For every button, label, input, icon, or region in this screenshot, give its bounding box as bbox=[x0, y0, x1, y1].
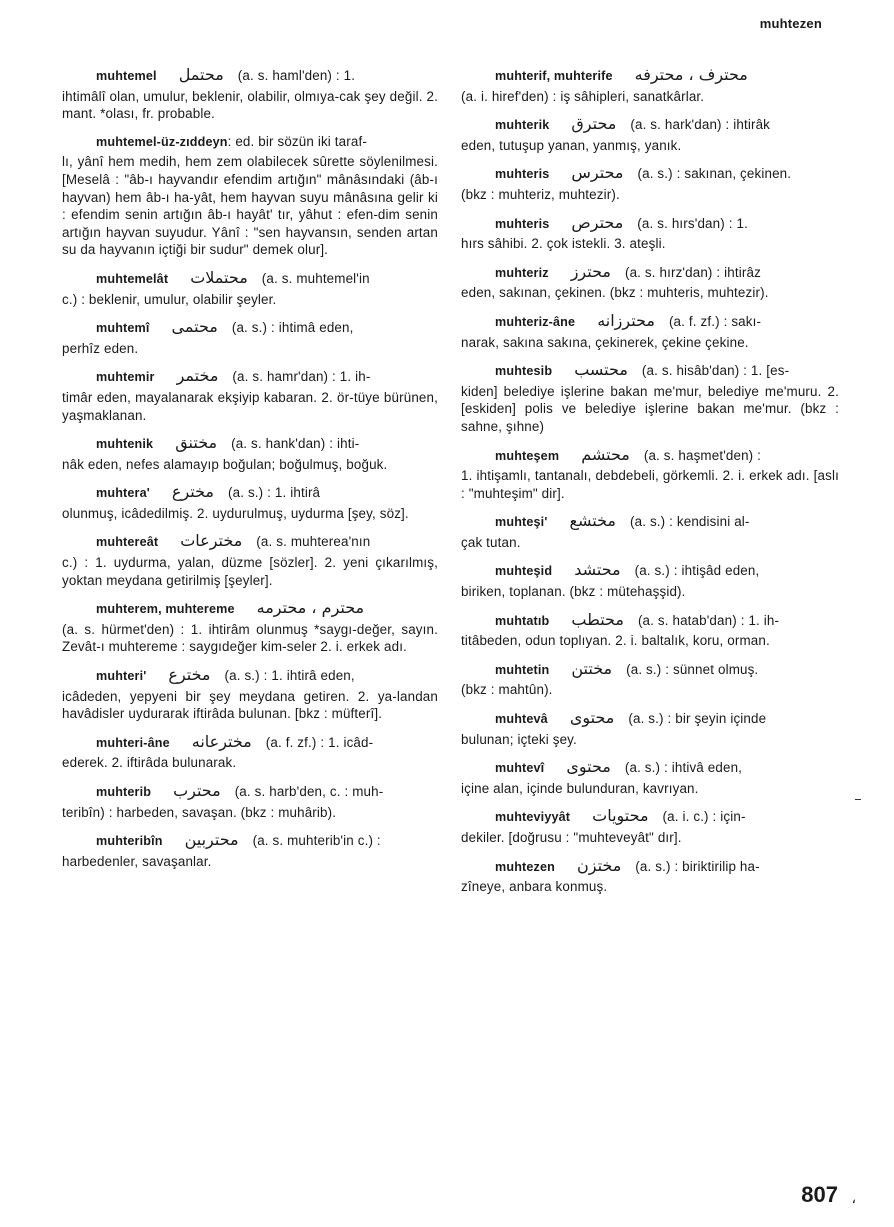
headword-line bbox=[461, 807, 839, 827]
grammar-note: (a. s. muhterea'nın bbox=[256, 534, 371, 550]
grammar-note: (a. s. muhterib'in c.) : bbox=[252, 833, 381, 849]
headword-line bbox=[461, 660, 839, 680]
headword: muhteviyyât bbox=[495, 810, 571, 825]
definition: zîneye, anbara konmuş. bbox=[461, 879, 608, 895]
arabic-script: مخترع bbox=[171, 482, 214, 502]
headword-line bbox=[461, 214, 839, 234]
grammar-note: (a. s. hark'dan) : ihtirâk bbox=[630, 117, 771, 133]
headword: muhteri-âne bbox=[96, 735, 170, 750]
arabic-script: محترز bbox=[570, 261, 611, 281]
definition: bulunan; içteki şey. bbox=[461, 731, 577, 747]
headword: muhtemel bbox=[96, 69, 157, 83]
headword-line bbox=[461, 512, 839, 532]
headword-line bbox=[62, 733, 438, 753]
dictionary-entry bbox=[461, 709, 839, 748]
arabic-script: محتمى bbox=[171, 317, 218, 337]
headword-line bbox=[62, 483, 438, 503]
headword: muhteris bbox=[495, 216, 550, 231]
dictionary-entry bbox=[461, 512, 839, 551]
grammar-note: (a. s.) : 1. ihtirâ bbox=[228, 485, 321, 501]
headword: muhtenik bbox=[96, 437, 154, 452]
arabic-script: مختتن bbox=[571, 658, 613, 678]
definition: çak tutan. bbox=[461, 534, 521, 550]
headword: muhtesib bbox=[495, 364, 553, 379]
definition: dekiler. [doğrusu : "muhteveyât" dır]. bbox=[461, 830, 682, 845]
page-mark: ، bbox=[851, 1190, 856, 1206]
dictionary-entry bbox=[461, 361, 839, 435]
headword: muhteriz bbox=[495, 265, 549, 280]
arabic-script: مختزن bbox=[576, 855, 622, 875]
headword: muhteris bbox=[495, 167, 550, 182]
grammar-note: (a. s. hamr'dan) : 1. ih- bbox=[232, 369, 371, 385]
headword: muhteşem bbox=[495, 448, 560, 463]
headword: muhterib bbox=[96, 785, 152, 799]
headword: muhtemir bbox=[96, 370, 155, 385]
dictionary-entry bbox=[461, 611, 839, 650]
headword: muhtatıb bbox=[495, 613, 550, 628]
dictionary-entry bbox=[62, 66, 438, 123]
grammar-note: (a. s. muhtemel'in bbox=[261, 270, 370, 286]
arabic-script: محتشم bbox=[581, 444, 630, 464]
grammar-note: (a. s.) : ihtimâ eden, bbox=[231, 320, 354, 336]
headword-line bbox=[62, 318, 438, 338]
running-head: muhtezen bbox=[759, 16, 822, 31]
dictionary-entry bbox=[461, 263, 839, 302]
headword: muhtera' bbox=[96, 486, 150, 501]
arabic-script: مختمر bbox=[176, 366, 219, 386]
dictionary-entry bbox=[62, 532, 438, 589]
dictionary-entry bbox=[461, 807, 839, 846]
dictionary-entry bbox=[461, 758, 839, 797]
headword: muhteri' bbox=[96, 669, 147, 684]
arabic-script: محترزانه bbox=[597, 310, 655, 330]
dictionary-entry bbox=[62, 733, 438, 772]
margin-mark bbox=[855, 799, 861, 800]
arabic-script: محتشد bbox=[574, 560, 621, 580]
definition: (bkz : mahtûn). bbox=[461, 682, 553, 698]
arabic-script: محترص bbox=[571, 212, 624, 232]
definition: (a. s. hürmet'den) : 1. ihtirâm olunmuş *saygı-değer, sayın. Zevât-ı muhtereme : saygıdeğer kim-seler 2. i. erkek adı. bbox=[62, 621, 438, 655]
headword-line bbox=[62, 599, 438, 619]
arabic-script: محترم ، محترمه bbox=[256, 598, 365, 618]
headword-line bbox=[461, 857, 839, 877]
headword-line bbox=[461, 361, 839, 381]
grammar-note: (a. s. harb'den, c. : muh- bbox=[234, 784, 384, 799]
arabic-script: محتمل bbox=[178, 65, 224, 84]
grammar-note: (a. s.) : 1. ihtirâ eden, bbox=[224, 668, 355, 684]
definition: biriken, toplanan. (bkz : mütehaşşid). bbox=[461, 584, 686, 600]
dictionary-entry bbox=[62, 367, 438, 424]
headword: muhtemî bbox=[96, 321, 150, 336]
headword-line bbox=[62, 831, 438, 851]
grammar-note: (a. f. zf.) : 1. icâd- bbox=[265, 734, 374, 750]
dictionary-entry bbox=[461, 857, 839, 896]
definition: hırs sâhibi. 2. çok istekli. 3. ateşli. bbox=[461, 236, 666, 252]
dictionary-entry bbox=[461, 660, 839, 699]
arabic-script: مخترعانه bbox=[191, 731, 252, 751]
definition: eden, sakınan, çekinen. (bkz : muhteris, muhtezir). bbox=[461, 285, 769, 301]
page-number: 807 bbox=[801, 1182, 838, 1207]
headword-line bbox=[62, 66, 438, 86]
headword-line bbox=[461, 66, 839, 86]
headword-line bbox=[461, 115, 839, 135]
headword-line bbox=[62, 434, 438, 454]
grammar-note: (a. f. zf.) : sakı- bbox=[668, 313, 762, 329]
headword-line bbox=[461, 758, 839, 778]
headword-line bbox=[62, 133, 438, 152]
headword-line bbox=[461, 263, 839, 283]
headword: muhterem, muhtereme bbox=[96, 602, 235, 617]
headword-line bbox=[62, 269, 438, 289]
definition: ihtimâlî olan, umulur, beklenir, olabilir, olmıya-cak şey değil. 2. mant. *olası, fr. probable. bbox=[62, 88, 438, 122]
grammar-note: (a. s. hisâb'dan) : 1. [es- bbox=[641, 363, 790, 379]
definition: olunmuş, icâdedilmiş. 2. uydurulmuş, uydurma [şey, söz]. bbox=[62, 505, 409, 521]
headword-line bbox=[62, 666, 438, 686]
dictionary-entry bbox=[461, 312, 839, 351]
grammar-note: (a. s.) : biriktirilip ha- bbox=[635, 858, 760, 874]
definition: içine alan, içinde bulunduran, kavrıyan. bbox=[461, 780, 699, 796]
definition: narak, sakına sakına, çekinerek, çekine çekine. bbox=[461, 334, 749, 350]
arabic-script: محترب bbox=[173, 781, 221, 800]
grammar-note: (a. s.) : bir şeyin içinde bbox=[628, 711, 767, 727]
headword-line bbox=[461, 446, 839, 466]
grammar-note: : ed. bir sözün iki taraf- bbox=[227, 133, 367, 149]
grammar-note: (a. s. haml'den) : 1. bbox=[237, 68, 356, 83]
arabic-script: مختشع bbox=[569, 511, 616, 531]
headword-line bbox=[62, 532, 438, 552]
definition: c.) : beklenir, umulur, olabilir şeyler. bbox=[62, 291, 277, 307]
dictionary-entry bbox=[62, 831, 438, 870]
headword: muhtemel-üz-zıddeyn bbox=[96, 134, 228, 149]
definition: (bkz : muhteriz, muhtezir). bbox=[461, 186, 620, 202]
headword: muhteşid bbox=[495, 564, 553, 579]
grammar-note: (a. s. hank'dan) : ihti- bbox=[231, 436, 360, 452]
headword-line bbox=[461, 164, 839, 184]
arabic-script: محتملات bbox=[190, 267, 248, 287]
headword-line bbox=[461, 312, 839, 332]
arabic-script: محتسب bbox=[574, 360, 628, 380]
arabic-script: محتوى bbox=[566, 757, 611, 777]
dictionary-entry bbox=[461, 214, 839, 253]
definition: 1. ihtişamlı, tantanalı, debdebeli, görkemli. 2. i. erkek adı. [aslı : "muhteşim" dir]. bbox=[461, 468, 839, 501]
arabic-script: مخترعات bbox=[180, 531, 243, 551]
dictionary-entry bbox=[62, 599, 438, 656]
headword-line bbox=[461, 709, 839, 729]
grammar-note: (a. s. hatab'dan) : 1. ih- bbox=[637, 612, 780, 628]
headword: muhteriz-âne bbox=[495, 314, 576, 329]
right-column bbox=[461, 66, 839, 906]
definition: lı, yânî hem medih, hem zem olabilecek sûrette söylenilmesi. [Meselâ : "âb-ı hayvandır efendim artığın" mânâsındaki (âb-ı hayvan) hem âb-ı ha-yât, hem hayvan suyu mânâsına gelir ki : efendim senin artığın âb-ı hayât' tır, yâhut : efen-dim senin artığın hayvan suyudur. Yânî : "sen hayvansın, senden artan su da hayvanın içtiği bir sudur" demek olur]. bbox=[62, 154, 438, 258]
dictionary-entry bbox=[461, 561, 839, 600]
grammar-note: (a. s.) : sünnet olmuş. bbox=[626, 661, 759, 677]
dictionary-entry bbox=[461, 66, 839, 105]
definition: icâdeden, yepyeni bir şey meydana getiren. 2. ya-landan havâdisler uydurarak iftirâda bulunan. [bkz : müfterî]. bbox=[62, 688, 438, 722]
headword: muhterik bbox=[495, 118, 550, 133]
headword: muhtetin bbox=[495, 662, 550, 677]
headword: muhtevâ bbox=[495, 712, 548, 727]
definition: ederek. 2. iftirâda bulunarak. bbox=[62, 755, 237, 771]
definition: kiden] belediye işlerine bakan me'mur, belediye me'muru. 2. [eskiden] polis ve belediye işlerine bakan me'mur. (bkz : sahne, şıhne) bbox=[461, 383, 839, 434]
left-column bbox=[62, 66, 438, 880]
arabic-script: محترف ، محترفه bbox=[634, 65, 748, 84]
definition: (a. i. hiref'den) : iş sâhipleri, sanatkârlar. bbox=[461, 88, 705, 104]
dictionary-entry bbox=[62, 133, 438, 259]
headword: muhteribîn bbox=[96, 834, 163, 849]
grammar-note: (a. s.) : sakınan, çekinen. bbox=[637, 166, 792, 182]
definition: harbedenler, savaşanlar. bbox=[62, 853, 212, 869]
headword-line bbox=[62, 367, 438, 387]
arabic-script: محتطب bbox=[571, 609, 624, 629]
dictionary-entry bbox=[62, 782, 438, 821]
headword: muhteşi' bbox=[495, 515, 548, 530]
headword: muhtezen bbox=[495, 859, 555, 874]
grammar-note: (a. i. c.) : için- bbox=[662, 809, 746, 825]
dictionary-entry bbox=[62, 318, 438, 357]
arabic-script: مختنق bbox=[175, 433, 218, 453]
definition: titâbeden, odun toplıyan. 2. i. baltalık, koru, orman. bbox=[461, 633, 770, 649]
definition: teribîn) : harbeden, savaşan. (bkz : muhârib). bbox=[62, 804, 337, 820]
dictionary-entry bbox=[461, 164, 839, 203]
grammar-note: (a. s. haşmet'den) : bbox=[643, 447, 762, 463]
definition: timâr eden, mayalanarak ekşiyip kabaran. 2. ör-tüye bürünen, yaşmaklanan. bbox=[62, 389, 438, 423]
arabic-script: محتويات bbox=[592, 806, 649, 826]
arabic-script: مخترع bbox=[168, 665, 211, 685]
headword-line bbox=[461, 561, 839, 581]
headword-line bbox=[62, 782, 438, 802]
dictionary-entry bbox=[62, 666, 438, 723]
grammar-note: (a. s. hırs'dan) : 1. bbox=[637, 215, 748, 231]
dictionary-entry bbox=[62, 269, 438, 308]
arabic-script: محترس bbox=[571, 163, 624, 183]
dictionary-entry bbox=[461, 115, 839, 154]
dictionary-entry bbox=[62, 483, 438, 522]
arabic-script: محتربين bbox=[184, 830, 239, 850]
headword: muhterif, muhterife bbox=[495, 69, 613, 83]
grammar-note: (a. s. hırz'dan) : ihtirâz bbox=[624, 264, 761, 280]
grammar-note: (a. s.) : kendisini al- bbox=[630, 514, 750, 530]
grammar-note: (a. s.) : ihtivâ eden, bbox=[624, 760, 743, 776]
definition: eden, tutuşup yanan, yanmış, yanık. bbox=[461, 137, 682, 153]
headword: muhtereât bbox=[96, 535, 159, 550]
headword: muhtemelât bbox=[96, 271, 169, 286]
definition: perhîz eden. bbox=[62, 340, 139, 356]
headword: muhtevî bbox=[495, 761, 545, 776]
arabic-script: محتوى bbox=[569, 708, 615, 728]
headword-line bbox=[461, 611, 839, 631]
definition: c.) : 1. uydurma, yalan, düzme [sözler]. 2. yeni çıkarılmış, yoktan meydana getirilmiş [şeyler]. bbox=[62, 555, 438, 588]
definition: nâk eden, nefes alamayıp boğulan; boğulmuş, boğuk. bbox=[62, 456, 388, 472]
grammar-note: (a. s.) : ihtişâd eden, bbox=[634, 563, 760, 579]
dictionary-entry bbox=[461, 446, 839, 503]
arabic-script: محترق bbox=[571, 114, 617, 134]
dictionary-entry bbox=[62, 434, 438, 473]
